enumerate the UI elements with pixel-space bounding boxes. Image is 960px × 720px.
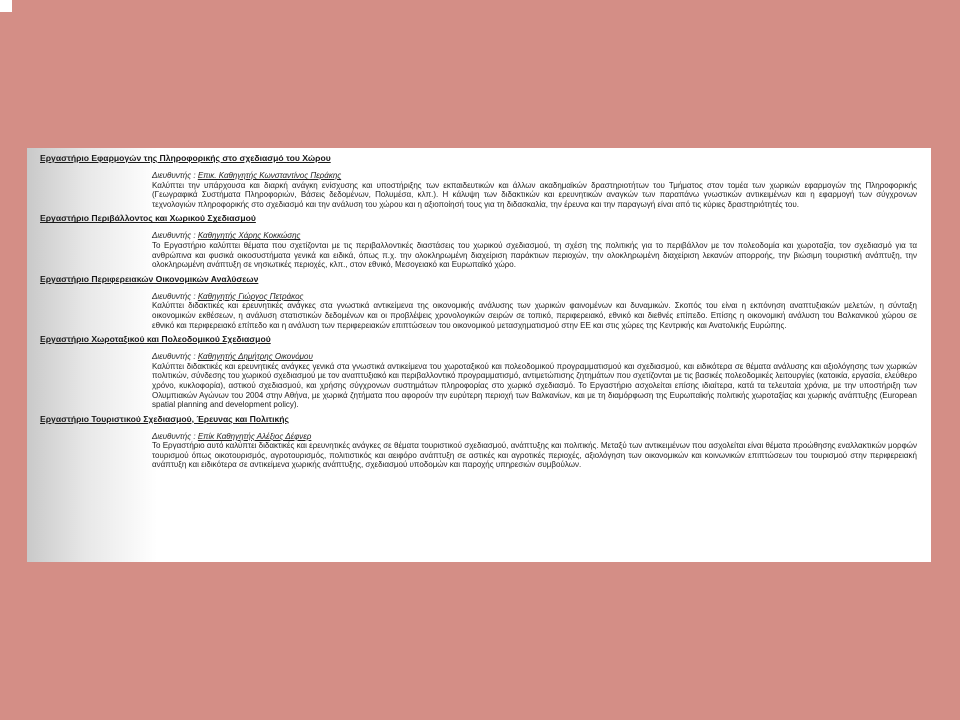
lab-director	[152, 231, 917, 241]
director-name[interactable]: Επίκ Καθηγητής Αλέξιος Δέφνερ	[197, 431, 312, 441]
lab-director	[152, 292, 917, 302]
lab-description: Το Εργαστήριο αυτό καλύπτει διδακτικές και ερευνητικές ανάγκες σε θέματα τουριστικού σχεδιασμού, ανάπτυξης και πολιτικής. Μεταξύ των αντικειμένων που ασχολείται είναι θέματα προώθησης εναλλακτικών μορφών τουρισμού όπως οικοτουρισμός, αγροτουρισμός, πολιτιστικός και αειφόρο ανάπτυξη σε αστικές και αγροτικές περιοχές, αξιολόγηση των οικονομικών και κοινωνικών επιπτώσεων του τουρισμού στην περιφερειακή ανάπτυξη και ειδικότερα σε αντικείμενα χωρικής ανάπτυξης, σχεδιασμού υποδομών και παροχής υπηρεσιών συμβούλων.	[152, 441, 917, 470]
lab-title[interactable]: Εργαστήριο Τουριστικού Σχεδιασμού, Έρευνας και Πολιτικής	[40, 413, 290, 424]
lab-section-informatics	[40, 153, 917, 209]
lab-title[interactable]: Εργαστήριο Περιβάλλοντος και Χωρικού Σχεδιασμού	[40, 213, 256, 224]
director-label: Διευθυντής :	[152, 171, 196, 180]
lab-description: Καλύπτει διδακτικές και ερευνητικές ανάγκες στα γνωστικά αντικείμενα της οικονομικής ανάλυσης των χωρικών φαινομένων και δυναμικών. Σκοπός του είναι η εκπόνηση αναπτυξιακών μελετών, η σύνταξη οικονομικών εκθέσεων, η ανάλυση στατιστικών δεδομένων και οι προβλέψεις χρονολογικών σειρών σε τοπικό, περιφερειακό, εθνικό και διεθνές επίπεδο. Επίσης η οικονομική ανάλυση του Βαλκανικού χώρου σε εθνικό και περιφερειακό επίπεδο και η ανάλυση των περιφερειακών επιπτώσεων του οικονομικού μετασχηματισμού στην ΕΕ και στις χώρες της Κεντρικής και Ανατολικής Ευρώπης.	[152, 301, 917, 330]
lab-title[interactable]: Εργαστήριο Περιφερειακών Οικονομικών Αναλύσεων	[40, 273, 259, 284]
lab-director	[152, 432, 917, 442]
director-label: Διευθυντής :	[152, 231, 196, 241]
lab-section-regional-economics	[40, 274, 917, 330]
lab-director	[152, 171, 917, 181]
lab-title[interactable]: Εργαστήριο Χωροταξικού και Πολεοδομικού Σχεδιασμού	[40, 334, 271, 345]
director-label: Διευθυντής :	[152, 352, 196, 362]
laboratories-panel	[27, 148, 931, 562]
lab-section-urban-planning	[40, 334, 917, 410]
lab-director	[152, 352, 917, 362]
lab-description: Καλύπτει την υπάρχουσα και διαρκή ανάγκη ενίσχυσης και υποστήριξης των εκπαιδευτικών και άλλων ακαδημαϊκών δραστηριοτήτων του Τμήματος στον τομέα των χωρικών εφαρμογών της Πληροφορικής (Γεωγραφικά Συστήματα Πληροφοριών, Βάσεις δεδομένων, Πολυμέσα, κλπ.). Η κάλυψη των διδακτικών και ερευνητικών αναγκών των παραπάνω γνωστικών αντικειμένων και η εφαρμογή των σύγχρονων τεχνολογιών πληροφορικής στο σχεδιασμό και την ανάλυση του χώρου και η αξιοποίησή τους για τη διδασκαλία, την έρευνα και την παραγωγή είναι από τις κύριες δραστηριότητές του.	[152, 180, 917, 209]
lab-title[interactable]: Εργαστήριο Εφαρμογών της Πληροφορικής στο σχεδιασμό του Χώρου	[40, 153, 331, 163]
director-name[interactable]: Καθηγητής Χάρης Κοκκώσης	[197, 231, 301, 241]
director-name[interactable]: Επικ. Καθηγητής Κωνσταντίνος Περάκης	[197, 171, 342, 180]
director-label: Διευθυντής :	[152, 431, 196, 441]
director-name[interactable]: Καθηγητής Δημήτρης Οικονόμου	[197, 352, 313, 362]
lab-section-tourism	[40, 414, 917, 470]
corner-notch	[0, 0, 12, 12]
director-name[interactable]: Καθηγητής Γιώργος Πετράκος	[197, 291, 304, 301]
lab-description: Καλύπτει διδακτικές και ερευνητικές ανάγκες γενικά στα γνωστικά αντικείμενα του χωροταξικού και πολεοδομικού προγραμματισμού και σχεδιασμού, και ειδικότερα σε θέματα ανάλυσης και αξιολόγησης των χωρικών πολιτικών, σύνδεσης του χωρικού σχεδιασμού με τον αναπτυξιακό και περιβαλλοντικό προγραμματισμό, αντιμετώπισης ζητημάτων που σχετίζονται με τις βασικές πολεοδομικές λειτουργίες (κατοικία, εργασία, ελεύθερο χρόνο, κυκλοφορία), αστικού σχεδιασμού, και χρήσης σύγχρονων συστημάτων πληροφορίας στο χωρικό σχεδιασμό. Το Εργαστήριο ασχολείται επίσης ιδιαίτερα, κατά τα τελευταία χρόνια, με την υποστήριξη των Ολυμπιακών Αγώνων του 2004 στην Αθήνα, με χωρικά ζητήματα που αφορούν την ευρύτερη περιοχή των Βαλκανίων, και με τη διαμόρφωση της Ευρωπαϊκής πολιτικής χωροταξίας και χωρικής ανάπτυξης (European spatial planning and development policy).	[152, 361, 917, 410]
lab-section-environment	[40, 213, 917, 269]
lab-description: Το Εργαστήριο καλύπτει θέματα που σχετίζονται με τις περιβαλλοντικές διαστάσεις του χωρικού σχεδιασμού, τη σχέση της πολιτικής για το περιβάλλον με τον πολεοδομία και χωροταξία, τον σχεδιασμό για τα ανθρώπινα και φυσικά οικοσυστήματα γενικά και ειδικά, όπως π.χ. την ολοκληρωμένη διαχείριση παράκτιων περιοχών, την ολοκληρωμένη διαχείριση λεκανών απορροής, την βιώσιμη τουριστική ανάπτυξη, την ολοκληρωμένη ανάπτυξη σε νησιωτικές περιοχές, κλπ., στον εθνικό, Μεσογειακό και Ευρωπαϊκό χώρο.	[152, 240, 917, 270]
director-label: Διευθυντής :	[152, 291, 196, 301]
